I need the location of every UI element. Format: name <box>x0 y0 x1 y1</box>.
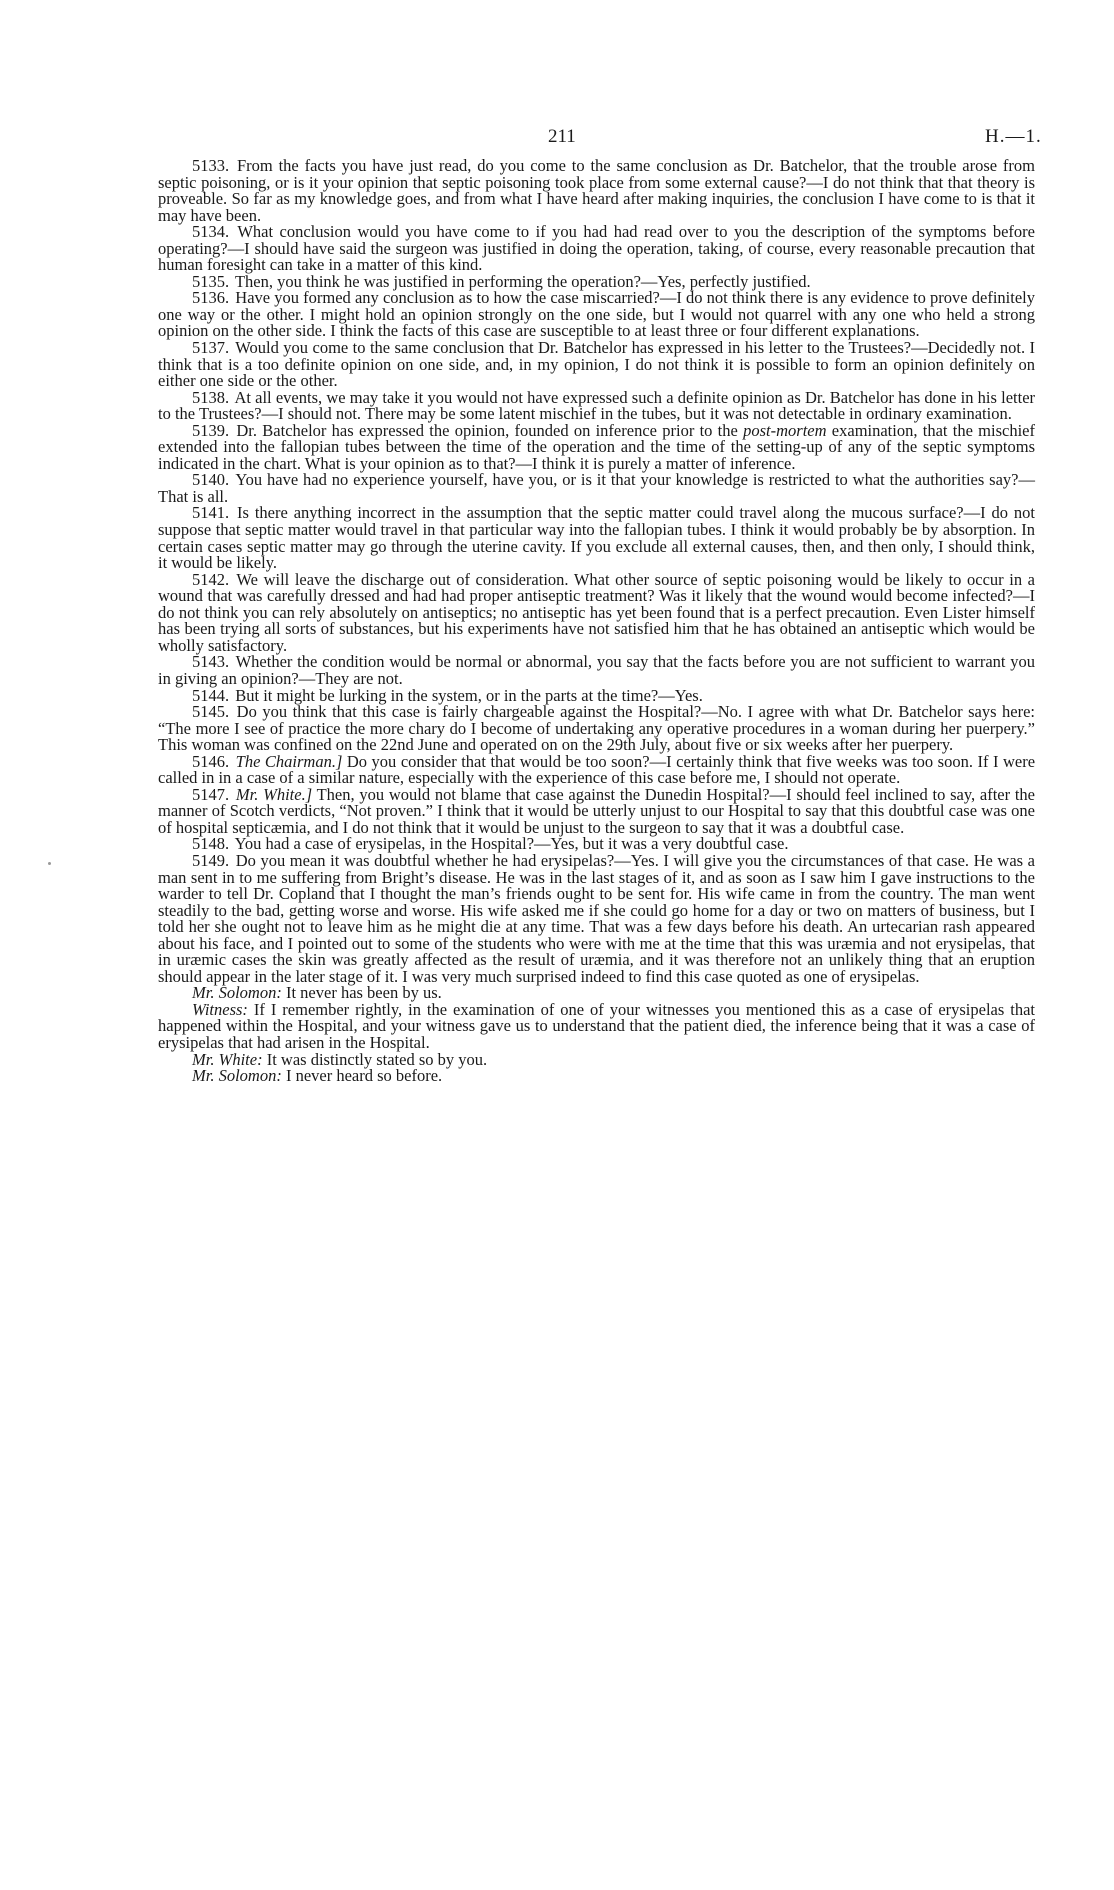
paragraph-5137 <box>158 340 1035 390</box>
paragraph-5145 <box>158 704 1035 754</box>
question-number: 5135. <box>192 271 230 291</box>
question-number: 5146. <box>192 751 230 771</box>
paragraph-text: At all events, we may take it you would not have expressed such a definite opinion as Dr. Batchelor has done in his letter to the Trustees?—I should not. There may be some latent mischief in the tubes, but it was not detectable in ordinary examination. <box>158 387 1036 424</box>
paragraph-text: But it might be lurking in the system, or in the parts at the time?—Yes. <box>235 685 703 705</box>
paragraph-text: We will leave the discharge out of consideration. What other source of septic poisoning would be likely to occur in a wound that was carefully dressed and had had proper antiseptic treatment? Was it likely that the wound would become infected?—I do not think you can rely absolutely on antiseptics; no antiseptic has yet been found that is a perfect precaution. Even Lister himself has been trying all sorts of substances, but his experiments have not satisfied him that he has obtained an antiseptic which would be wholly satisfactory. <box>158 569 1035 655</box>
paragraph-text: Then, you would not blame that case against the Dunedin Hospital?—I should feel inclined to say, after the manner of Scotch verdicts, “Not proven.” I think that it would be utterly unjust to our Hospital to say that this doubtful case was one of hospital septicæmia, and I do not think that it would be unjust to the surgeon to say that it was a doubtful case. <box>158 784 1036 837</box>
speaker-name: Mr. White: <box>192 1049 263 1069</box>
paragraph-text: Do you consider that that would be too soon?—I certainly think that five weeks was too soon. If I were called in in a case of a similar nature, especially with the experience of this case before me, I should not operate. <box>158 751 1036 788</box>
paragraph-text: If I remember rightly, in the examination of one of your witnesses you mentioned this as a case of erysipelas that happened within the Hospital, and your witness gave us to understand that the patient died, the inference being that it was a case of erysipelas that had arisen in the Hospital. <box>158 999 1035 1052</box>
paragraph-5136 <box>158 290 1035 340</box>
paragraph-5139 <box>158 420 1035 473</box>
question-number: 5144. <box>192 685 230 705</box>
paragraph-text: From the facts you have just read, do you come to the same conclusion as Dr. Batchelor, that the trouble arose from septic poisoning, or is it your opinion that septic poisoning took place from some external cause?—I do not think that that theory is proveable. So far as my knowledge goes, and from what I have heard after making inquiries, the conclusion I have come to is that it may have been. <box>158 156 1036 225</box>
question-number: 5136. <box>192 288 230 308</box>
paragraph-5142 <box>158 569 1035 655</box>
paragraph-text: Whether the condition would be normal or abnormal, you say that the facts before you are not sufficient to warrant you in giving an opinion?—They are not. <box>158 652 1035 688</box>
paragraph-text: It was distinctly stated so by you. <box>266 1049 488 1069</box>
question-number: 5139. <box>192 420 230 440</box>
paragraph-5143 <box>158 654 1035 687</box>
speaker-name: Mr. White.] <box>235 784 313 804</box>
italic-term: post-mortem <box>743 420 827 440</box>
question-number: 5137. <box>192 338 230 358</box>
paragraph-text: Then, you think he was justified in performing the operation?—Yes, perfectly justified. <box>234 271 811 291</box>
report-code: H.—1. <box>985 126 1042 147</box>
question-number: 5149. <box>192 850 230 870</box>
paragraph-5133 <box>158 158 1035 224</box>
paragraph-text: Do you think that this case is fairly chargeable against the Hospital?—No. I agree with what Dr. Batchelor says here: “The more I see of practice the more chary do I become of undertaking any operative procedures in a woman during her puerpery.” This woman was confined on the 22nd June and operated on on the 29th July, about five or six weeks after her puerpery. <box>158 702 1036 755</box>
paragraph-5138 <box>158 387 1036 424</box>
paragraph-5146 <box>158 751 1036 788</box>
paragraph-text: You had a case of erysipelas, in the Hospital?—Yes, but it was a very doubtful case. <box>234 834 789 854</box>
dialogue-solomon-2 <box>158 1068 1035 1085</box>
paragraph-text: Is there anything incorrect in the assumption that the septic matter could travel along the mucous surface?—I do not suppose that septic matter would travel in that particular way into the fallopian tubes. I think it would probably be by absorption. In certain cases septic matter may go through the uterine cavity. If you exclude all external causes, then, and then only, I should think, it would be likely. <box>158 503 1035 573</box>
question-number: 5133. <box>192 156 230 175</box>
paragraph-text: What conclusion would you have come to if you had had read over to you the description of the symptoms before operating?—I should have said the surgeon was justified in doing the operation, taking, of course, every reasonable precaution that human foresight can take in a matter of this kind. <box>158 222 1035 275</box>
question-number: 5148. <box>192 834 230 854</box>
paragraph-5134 <box>158 224 1035 274</box>
paragraph-text: It never has been by us. <box>285 983 442 1003</box>
speaker-name: The Chairman.] <box>235 751 343 771</box>
question-number: 5134. <box>192 222 230 242</box>
question-number: 5140. <box>192 470 230 490</box>
paragraph-text-end: examination, that the mischief extended into the fallopian tubes between the time of the operation and the time of the setting-up of any of the septic symptoms indicated in the chart. What is your opinion as to that?—I think it is purely a matter of inference. <box>158 420 1035 473</box>
speaker-name: Mr. Solomon: <box>192 983 282 1003</box>
paragraph-text: You have had no experience yourself, have you, or is it that your knowledge is restricted to what the authorities say?—That is all. <box>158 470 1035 506</box>
paragraph-text-start: Dr. Batchelor has expressed the opinion, founded on inference prior to the <box>236 420 744 440</box>
paragraph-text: Have you formed any conclusion as to how the case miscarried?—I do not think there is any evidence to prove definitely one way or the other. I might hold an opinion strongly on the one side, but I would not quarrel with any one who held a strong opinion on the other side. I think the facts of this case are susceptible to at least three or four different explanations. <box>158 288 1035 341</box>
paragraph-text: Would you come to the same conclusion that Dr. Batchelor has expressed in his letter to the Trustees?—Decidedly not. I think that is a too definite opinion on one side, and, in my opinion, I do not think it is possible to form an opinion definitely on either one side or the other. <box>158 338 1036 391</box>
paragraph-text: I never heard so before. <box>285 1066 443 1086</box>
question-number: 5141. <box>192 503 230 523</box>
dialogue-witness <box>158 999 1035 1052</box>
question-number: 5143. <box>192 652 230 672</box>
page-number: 211 <box>548 126 576 147</box>
question-number: 5138. <box>192 387 230 407</box>
paragraph-5141 <box>158 505 1035 571</box>
paragraph-5140 <box>158 472 1035 505</box>
page-header <box>0 126 1114 150</box>
speaker-name: Mr. Solomon: <box>192 1066 282 1086</box>
testimony-body <box>158 158 1035 1085</box>
speaker-name: Witness: <box>192 999 248 1019</box>
paragraph-5149 <box>158 850 1036 986</box>
paragraph-text: Do you mean it was doubtful whether he had erysipelas?—Yes. I will give you the circumstances of that case. He was a man sent in to me suffering from Bright’s disease. He was in the last stages of it, and as soon as I saw him I gave instructions to the warder to tell Dr. Copland that I thought the man’s friends ought to be sent for. His wife came in from the country. The man went steadily to the bad, getting worse and worse. His wife asked me if she could go home for a day or two on matters of business, but I told her she ought not to leave him as he might die at any time. That was a few days before his death. An urtecarian rash appeared about his face, and I pointed out to some of the students who were with me at the time that this was uræmia and not erysipelas, that in uræmic cases the skin was greatly affected as the result of uræmia, and it was therefore not an unlikely thing that an eruption should appear in the later stage of it. I was very much surprised indeed to find this case quoted as one of erysipelas. <box>158 850 1036 986</box>
question-number: 5145. <box>192 702 230 722</box>
paragraph-5147 <box>158 784 1036 837</box>
question-number: 5147. <box>192 784 230 804</box>
margin-mark <box>48 862 51 865</box>
question-number: 5142. <box>192 569 230 589</box>
